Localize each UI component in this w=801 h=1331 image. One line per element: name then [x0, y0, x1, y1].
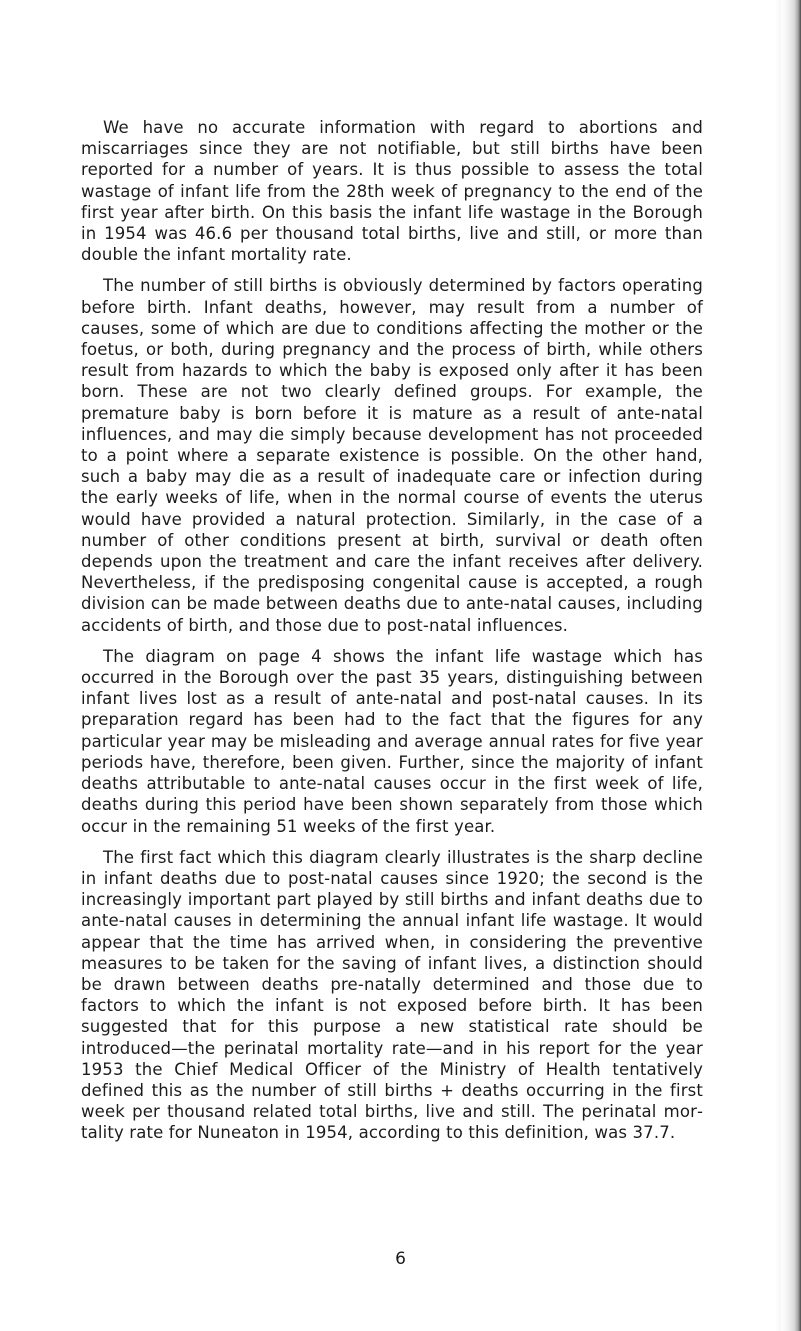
paragraph-diagram-description: The diagram on page 4 shows the infant life wastage which has occurred in the Borough over the past 35 years, distinguishing between infant lives lost as a result of ante-natal and post-natal causes. In its preparation regard has been had to the fact that the figures for any particular year may be misleading and average annual rates for five year periods have, therefore, been given. Further, since the majority of infant deaths attributable to ante-natal causes occur in the first week of life, deaths during this period have been shown separately from those which occur in the remaining 51 weeks of the first year.: [81, 646, 703, 836]
page-number: 6: [395, 1249, 406, 1269]
scan-edge-border: [781, 0, 801, 1331]
paragraph-abortions-and-still-births: We have no accurate information with regard to abortions and miscarriages since they are not notifiable, but still births have been reported for a number of years. It is thus possible to assess the total wastage of infant life from the 28th week of pregnancy to the end of the first year after birth. On this basis the infant life wastage in the Borough in 1954 was 46.6 per thousand total births, live and still, or more than double the infant mortality rate.: [81, 118, 703, 265]
body-text: [81, 117, 703, 1144]
paragraph-perinatal-mortality: The first fact which this diagram clearly illustrates is the sharp decline in infant deaths due to post-natal causes since 1920; the second is the increasingly important part played by still births and infant deaths due to ante-natal causes in determining the annual infant life wastage. It would appear that the time has arrived when, in considering the preventive measures to be taken for the saving of infant lives, a distinction should be drawn between deaths pre-natally determined and those due to factors to which the infant is not exposed before birth. It has been suggested that for this purpose a new statistical rate should be introduced—the perinatal mortality rate—and in his report for the year 1953 the Chief Medical Officer of the Ministry of Health tentatively defined this as the number of still births + deaths occurring in the first week per thousand related total births, live and still. The perinatal mortality rate for Nuneaton in 1954, according to this definition, was 37.7.: [81, 847, 703, 1143]
paragraph-causes-of-infant-deaths: The number of still births is obviously determined by factors operating before birth. Infant deaths, however, may result from a number of causes, some of which are due to conditions affecting the mother or the foetus, or both, during pregnancy and the process of birth, while others result from hazards to which the baby is exposed only after it has been born. These are not two clearly defined groups. For example, the premature baby is born before it is mature as a result of ante-natal influences, and may die simply because development has not proceeded to a point where a separate existence is possible. On the other hand, such a baby may die as a result of inadequate care or infection during the early weeks of life, when in the normal course of events the uterus would have provided a natural protection. Similarly, in the case of a number of other conditions present at birth, survival or death often depends upon the treatment and care the infant receives after delivery. Nevertheless, if the predisposing congenital cause is accepted, a rough division can be made between deaths due to ante-natal causes, including accidents of birth, and those due to post-natal influences.: [81, 276, 703, 635]
